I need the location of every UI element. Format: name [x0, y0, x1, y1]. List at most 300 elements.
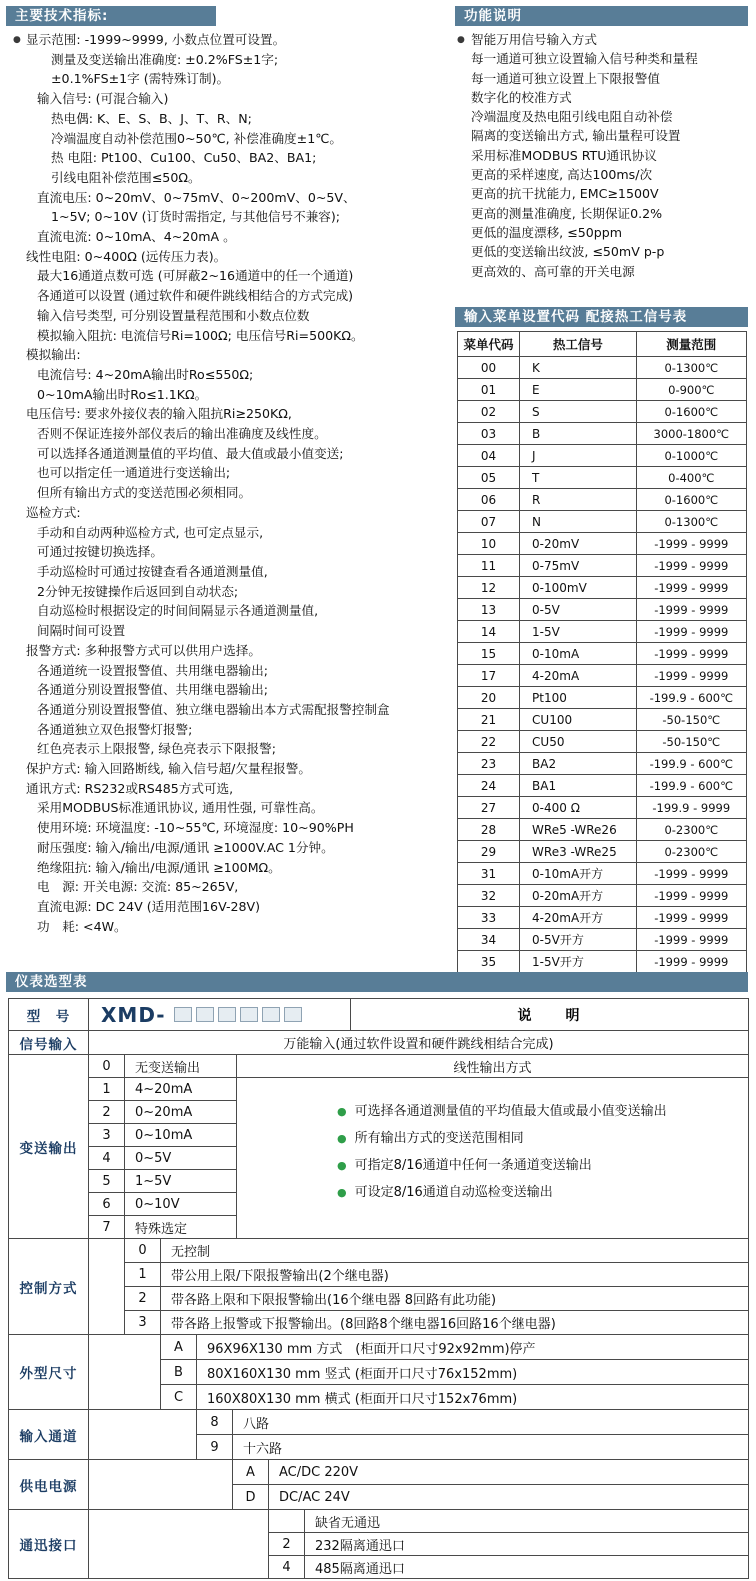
spec-line: [6, 266, 452, 286]
spec-line: [6, 858, 452, 878]
spec-text: 手动巡检时可通过按键查看各通道测量值,: [37, 563, 268, 579]
signal-code: 11: [458, 555, 520, 577]
transmit-row: [89, 1170, 237, 1193]
signal-code: 35: [458, 951, 520, 973]
spec-line: [6, 621, 452, 641]
spec-line: [6, 326, 452, 346]
power-section: [9, 1460, 749, 1510]
signal-name: 0-10mA开方: [520, 863, 637, 885]
signal-name: T: [520, 467, 637, 489]
spec-text: 红色亮表示上限报警, 绿色亮表示下限报警;: [37, 741, 276, 757]
spec-text: 报警方式: 多种报警方式可以供用户选择。: [26, 642, 261, 658]
signal-range: -1999 - 9999: [636, 863, 746, 885]
feature-line: [455, 204, 755, 223]
signal-code: 06: [458, 489, 520, 511]
feature-text: 隔离的变送输出方式, 输出量程可设置: [471, 128, 681, 144]
signal-range: 0-1300℃: [636, 511, 746, 533]
spec-line: [6, 483, 452, 503]
signal-name: 1-5V: [520, 621, 637, 643]
signal-row: [458, 467, 747, 489]
transmit-code: 6: [89, 1193, 125, 1216]
transmit-lower: [89, 1078, 749, 1239]
signal-row: [458, 445, 747, 467]
signal-range: 0-2300℃: [636, 819, 746, 841]
signal-row: [458, 753, 747, 775]
power-code: A: [233, 1460, 269, 1485]
signal-code: 07: [458, 511, 520, 533]
control-code: 3: [125, 1311, 161, 1335]
model-code-box: [174, 1007, 192, 1022]
spec-line: [6, 168, 452, 188]
spec-line: [6, 345, 452, 365]
signal-range: -1999 - 9999: [636, 621, 746, 643]
spec-text: 通讯方式: RS232或RS485方式可选,: [26, 780, 234, 796]
transmit-code: 3: [89, 1124, 125, 1147]
signal-range: 0-1000℃: [636, 445, 746, 467]
spec-line: [6, 798, 452, 818]
signal-range: -1999 - 9999: [636, 577, 746, 599]
spec-line: [6, 818, 452, 838]
feature-line: [455, 262, 755, 281]
signal-code: 14: [458, 621, 520, 643]
signal-row: [458, 731, 747, 753]
signal-code: 32: [458, 885, 520, 907]
size-code: A: [161, 1335, 197, 1360]
spec-text: 2分钟无按键操作后返回到自动状态;: [37, 583, 239, 599]
spec-line: [6, 89, 452, 109]
spec-text: 保护方式: 输入回路断线, 输入信号超/欠量程报警。: [26, 761, 311, 777]
control-desc: 带各路上报警或下报警输出。(8回路8个继电器16回路16个继电器): [161, 1311, 749, 1335]
spec-text: 各通道独立双色报警灯报警;: [37, 721, 193, 737]
spec-text: 模拟输入阻抗: 电流信号Ri=100Ω; 电压信号Ri=500KΩ。: [37, 327, 364, 343]
transmit-note-line: [337, 1125, 748, 1152]
signal-name: R: [520, 489, 637, 511]
transmit-note-line: [337, 1152, 748, 1179]
channels-row: [197, 1410, 749, 1435]
signal-range: 0-1600℃: [636, 401, 746, 423]
transmit-label: 变送输出: [9, 1055, 89, 1239]
control-desc: 无控制: [161, 1239, 749, 1263]
transmit-code: 5: [89, 1170, 125, 1193]
signal-name: B: [520, 423, 637, 445]
signal-name: 4-20mA: [520, 665, 637, 687]
spec-text: 各通道分别设置报警值、共用继电器输出;: [37, 682, 268, 698]
spec-line: [6, 188, 452, 208]
power-code: D: [233, 1485, 269, 1510]
signal-table-header: 输入菜单设置代码 配接热工信号表: [455, 307, 748, 327]
spec-line: [6, 227, 452, 247]
signal-row: [458, 687, 747, 709]
spec-line: [6, 444, 452, 464]
description-header: 说 明: [351, 999, 749, 1031]
signal-code: 17: [458, 665, 520, 687]
signal-range: -199.9 - 600℃: [636, 687, 746, 709]
channels-spacer: [89, 1410, 197, 1460]
spec-text: 线性电阻: 0~400Ω (远传压力表)。: [26, 248, 227, 264]
spec-line: [6, 286, 452, 306]
size-row: [161, 1360, 749, 1385]
signal-input-value: 万能输入(通过软件设置和硬件跳线相结合完成): [89, 1031, 749, 1055]
note-text: 所有输出方式的变送范围相同: [354, 1131, 524, 1146]
signal-name: Pt100: [520, 687, 637, 709]
signal-name: 0-20mA开方: [520, 885, 637, 907]
control-section: [9, 1239, 749, 1335]
signal-code: 28: [458, 819, 520, 841]
spec-text: 耐压强度: 输入/输出/电源/通讯 ≥1000V.AC 1分钟。: [37, 839, 334, 855]
transmit-section: [9, 1055, 749, 1239]
size-desc: 80X160X130 mm 竖式 (柜面开口尺寸76x152mm): [197, 1360, 749, 1385]
spec-line: [6, 424, 452, 444]
signal-range: -1999 - 9999: [636, 555, 746, 577]
signal-name: 0-10mA: [520, 643, 637, 665]
feature-text: 更高的抗干扰能力, EMC≥1500V: [471, 186, 659, 202]
channels-code: 8: [197, 1410, 233, 1435]
model-row: [9, 999, 749, 1031]
comm-rows: [269, 1510, 749, 1579]
channels-rows: [197, 1410, 749, 1460]
transmit-value: 4~20mA: [125, 1078, 237, 1101]
selection-table: [8, 998, 749, 1579]
feature-line: [455, 223, 755, 242]
signal-range: -50-150℃: [636, 709, 746, 731]
spec-text: ±0.1%FS±1字 (需特殊订制)。: [51, 71, 230, 87]
signal-range: -1999 - 9999: [636, 907, 746, 929]
signal-range: -1999 - 9999: [636, 533, 746, 555]
signal-column-header: 热工信号: [520, 332, 637, 357]
signal-code: 15: [458, 643, 520, 665]
signal-table-container: [457, 331, 747, 973]
transmit-code: 4: [89, 1147, 125, 1170]
spec-line: [6, 759, 452, 779]
transmit-value: 0~5V: [125, 1147, 237, 1170]
signal-row: [458, 775, 747, 797]
signal-row: [458, 797, 747, 819]
features-header: 功能说明: [455, 6, 748, 26]
channels-desc: 十六路: [233, 1435, 749, 1460]
signal-name: CU50: [520, 731, 637, 753]
signal-code: 31: [458, 863, 520, 885]
feature-line: [455, 165, 755, 184]
transmit-row: [89, 1193, 237, 1216]
spec-text: 冷端温度自动补偿范围0~50℃, 补偿准确度±1℃。: [51, 130, 342, 146]
note-text: 可指定8/16通道中任何一条通道变送输出: [354, 1158, 592, 1173]
transmit-row: [89, 1078, 237, 1101]
spec-line: [6, 877, 452, 897]
spec-line: [6, 129, 452, 149]
signal-range: -1999 - 9999: [636, 929, 746, 951]
features-list: [455, 30, 755, 281]
spec-text: 巡检方式:: [26, 504, 81, 520]
feature-line: [455, 146, 755, 165]
comm-row: [269, 1533, 749, 1556]
signal-code: 01: [458, 379, 520, 401]
signal-name: 0-5V: [520, 599, 637, 621]
signal-range: -199.9 - 600℃: [636, 775, 746, 797]
signal-name: 0-20mV: [520, 533, 637, 555]
comm-spacer: [89, 1510, 269, 1579]
signal-code: 24: [458, 775, 520, 797]
transmit-code: 2: [89, 1101, 125, 1124]
comm-desc: 缺省无通迅: [305, 1510, 749, 1533]
feature-line: [455, 126, 755, 145]
feature-line: [455, 107, 755, 126]
feature-line: [455, 184, 755, 203]
control-row: [125, 1239, 749, 1263]
spec-text: 直流电压: 0~20mV、0~75mV、0~200mV、0~5V、: [37, 189, 356, 205]
control-row: [125, 1263, 749, 1287]
transmit-codes-column: [89, 1078, 237, 1239]
transmit-value: 0~10mA: [125, 1124, 237, 1147]
signal-name: N: [520, 511, 637, 533]
signal-code: 23: [458, 753, 520, 775]
spec-text: 各通道分别设置报警值、独立继电器输出本方式需配报警控制盒: [37, 701, 390, 717]
comm-code: 2: [269, 1533, 305, 1556]
signal-name: 0-100mV: [520, 577, 637, 599]
transmit-row: [89, 1055, 749, 1078]
spec-text: 电 源: 开关电源: 交流: 85~265V,: [37, 879, 239, 895]
signal-name: 0-400 Ω: [520, 797, 637, 819]
signal-row: [458, 907, 747, 929]
signal-row: [458, 401, 747, 423]
spec-text: 各通道可以设置 (通过软件和硬件跳线相结合的方式完成): [37, 288, 354, 304]
control-code: 1: [125, 1263, 161, 1287]
signal-name: CU100: [520, 709, 637, 731]
spec-text: 热电偶: K、E、S、B、J、T、R、N;: [51, 110, 252, 126]
signal-code: 33: [458, 907, 520, 929]
spec-line: [6, 385, 452, 405]
comm-desc: 232隔离通迅口: [305, 1533, 749, 1556]
control-rows: [125, 1239, 749, 1335]
comm-desc: 485隔离通迅口: [305, 1556, 749, 1579]
feature-line: [455, 69, 755, 88]
control-desc: 带公用上限/下限报警输出(2个继电器): [161, 1263, 749, 1287]
model-cell: [89, 999, 351, 1031]
transmit-code: 7: [89, 1216, 125, 1239]
signal-input-row: [9, 1031, 749, 1055]
feature-line: [455, 88, 755, 107]
transmit-value: 0~20mA: [125, 1101, 237, 1124]
spec-text: 引线电阻补偿范围≤50Ω。: [51, 169, 201, 185]
signal-row: [458, 929, 747, 951]
spec-line: [6, 542, 452, 562]
signal-row: [458, 577, 747, 599]
transmit-code: 1: [89, 1078, 125, 1101]
signal-range: -199.9 - 9999: [636, 797, 746, 819]
power-spacer: [89, 1460, 233, 1510]
spec-text: 各通道统一设置报警值、共用继电器输出;: [37, 662, 268, 678]
signal-column-header: 菜单代码: [458, 332, 520, 357]
comm-code: 4: [269, 1556, 305, 1579]
feature-text: 数字化的校准方式: [471, 89, 572, 105]
control-spacer: [89, 1239, 125, 1335]
signal-range: 3000-1800℃: [636, 423, 746, 445]
spec-text: 输入信号类型, 可分别设置量程范围和小数点位数: [37, 307, 310, 323]
model-code-box: [284, 1007, 302, 1022]
signal-row: [458, 599, 747, 621]
signal-range: -1999 - 9999: [636, 643, 746, 665]
signal-code: 03: [458, 423, 520, 445]
spec-line: [6, 562, 452, 582]
power-label: 供电电源: [9, 1460, 89, 1510]
bullet-icon: ●: [13, 35, 21, 45]
control-row: [125, 1311, 749, 1335]
control-code: 0: [125, 1239, 161, 1263]
spec-text: 也可以指定任一通道进行变送输出;: [37, 465, 231, 481]
channels-desc: 八路: [233, 1410, 749, 1435]
spec-text: 热 电阻: Pt100、Cu100、Cu50、BA2、BA1;: [51, 150, 317, 166]
signal-row: [458, 423, 747, 445]
signal-name: BA1: [520, 775, 637, 797]
signal-column-header: 测量范围: [636, 332, 746, 357]
size-spacer: [89, 1335, 161, 1410]
signal-range: 0-2300℃: [636, 841, 746, 863]
spec-text: 手动和自动两种巡检方式, 也可定点显示,: [37, 524, 264, 540]
bullet-icon: ●: [337, 1186, 347, 1199]
tech-specs-header: 主要技术指标:: [6, 6, 216, 26]
spec-line: [6, 720, 452, 740]
transmit-row: [89, 1124, 237, 1147]
comm-section: [9, 1510, 749, 1579]
signal-code: 05: [458, 467, 520, 489]
spec-text: 使用环境: 环境温度: -10~55℃, 环境湿度: 10~90%PH: [37, 820, 354, 836]
signal-row: [458, 511, 747, 533]
power-row: [233, 1460, 749, 1485]
channels-row: [197, 1435, 749, 1460]
spec-line: [6, 365, 452, 385]
transmit-row: [89, 1101, 237, 1124]
spec-text: 最大16通道点数可选 (可屏蔽2~16通道中的任一个通道): [37, 268, 354, 284]
feature-text: 更高的测量准确度, 长期保证0.2%: [471, 205, 663, 221]
feature-text: 智能万用信号输入方式: [471, 32, 597, 47]
spec-line: [6, 503, 452, 523]
spec-text: 间隔时间可设置: [37, 623, 126, 639]
feature-text: 更低的温度漂移, ≤50ppm: [471, 224, 622, 240]
signal-name: 0-75mV: [520, 555, 637, 577]
spec-line: [6, 247, 452, 267]
signal-input-label: 信号输入: [9, 1031, 89, 1055]
signal-row: [458, 841, 747, 863]
spec-text: 电流信号: 4~20mA输出时Ro≤550Ω;: [37, 366, 254, 382]
signal-row: [458, 489, 747, 511]
comm-row: [269, 1556, 749, 1579]
model-label: 型 号: [9, 999, 89, 1031]
size-row: [161, 1385, 749, 1410]
size-label: 外型尺寸: [9, 1335, 89, 1410]
signal-row: [458, 951, 747, 973]
spec-text: 模拟输出:: [26, 347, 81, 363]
signal-row: [458, 643, 747, 665]
spec-line: [6, 306, 452, 326]
signal-range: 0-1300℃: [636, 357, 746, 379]
size-section: [9, 1335, 749, 1410]
feature-line: [455, 242, 755, 261]
signal-name: 1-5V开方: [520, 951, 637, 973]
channels-label: 输入通道: [9, 1410, 89, 1460]
comm-code: [269, 1510, 305, 1533]
channels-code: 9: [197, 1435, 233, 1460]
spec-text: 但所有输出方式的变送范围必须相同。: [37, 485, 252, 501]
spec-text: 电压信号: 要求外接仪表的输入阻抗Ri≥250KΩ,: [26, 406, 292, 422]
power-row: [233, 1485, 749, 1510]
feature-text: 采用标准MODBUS RTU通讯协议: [471, 147, 657, 163]
signal-code: 12: [458, 577, 520, 599]
power-rows: [233, 1460, 749, 1510]
size-rows: [161, 1335, 749, 1410]
spec-text: 功 耗: <4W。: [37, 918, 127, 934]
control-code: 2: [125, 1287, 161, 1311]
spec-text: 否则不保证连接外部仪表后的输出准确度及线性度。: [37, 426, 327, 442]
signal-code: 21: [458, 709, 520, 731]
transmit-right: [89, 1055, 749, 1239]
control-desc: 带各路上限和下限报警输出(16个继电器 8回路有此功能): [161, 1287, 749, 1311]
signal-range: -1999 - 9999: [636, 951, 746, 973]
transmit-code: 0: [89, 1055, 125, 1078]
transmit-value: 0~10V: [125, 1193, 237, 1216]
power-desc: DC/AC 24V: [269, 1485, 749, 1510]
bullet-icon: ●: [337, 1159, 347, 1172]
spec-text: 0~10mA输出时Ro≤1.1KΩ。: [37, 386, 208, 402]
spec-text: 1~5V; 0~10V (订货时需指定, 与其他信号不兼容);: [51, 209, 341, 225]
signal-name: E: [520, 379, 637, 401]
spec-line: [6, 739, 452, 759]
spec-line: [6, 917, 452, 937]
signal-name: J: [520, 445, 637, 467]
spec-line: [6, 30, 452, 50]
transmit-row: [89, 1216, 237, 1239]
spec-line: [6, 463, 452, 483]
transmit-row: [89, 1147, 237, 1170]
signal-range: -1999 - 9999: [636, 665, 746, 687]
model-code-box: [262, 1007, 280, 1022]
note-text: 可选择各通道测量值的平均值最大值或最小值变送输出: [354, 1104, 667, 1119]
signal-row: [458, 819, 747, 841]
signal-name: 0-5V开方: [520, 929, 637, 951]
tech-specs-list: [6, 30, 452, 936]
spec-text: 直流电源: DC 24V (适用范围16V-28V): [37, 898, 261, 914]
size-row: [161, 1335, 749, 1360]
size-code: B: [161, 1360, 197, 1385]
signal-code: 34: [458, 929, 520, 951]
signal-name: K: [520, 357, 637, 379]
spec-line: [6, 680, 452, 700]
feature-text: 更低的变送输出纹波, ≤50mV p-p: [471, 244, 665, 260]
feature-text: 每一通道可独立设置输入信号种类和量程: [471, 51, 698, 67]
power-desc: AC/DC 220V: [269, 1460, 749, 1485]
signal-code: 00: [458, 357, 520, 379]
signal-code-table: [457, 331, 747, 973]
signal-code: 13: [458, 599, 520, 621]
spec-text: 自动巡检时根据设定的时间间隔显示各通道测量值,: [37, 603, 319, 619]
spec-line: [6, 700, 452, 720]
spec-text: 可通过按键切换选择。: [37, 544, 163, 560]
size-desc: 96X96X130 mm 方式 (柜面开口尺寸92x92mm)停产: [197, 1335, 749, 1360]
bullet-icon: ●: [337, 1105, 347, 1118]
transmit-value: 1~5V: [125, 1170, 237, 1193]
signal-row: [458, 863, 747, 885]
spec-text: 显示范围: -1999~9999, 小数点位置可设置。: [26, 32, 286, 47]
spec-line: [6, 661, 452, 681]
spec-line: [6, 50, 452, 70]
control-label: 控制方式: [9, 1239, 89, 1335]
spec-line: [6, 404, 452, 424]
signal-name: S: [520, 401, 637, 423]
spec-text: 绝缘阻抗: 输入/输出/电源/通讯 ≥100MΩ。: [37, 859, 281, 875]
signal-name: WRe5 -WRe26: [520, 819, 637, 841]
spec-line: [6, 582, 452, 602]
model-code-box: [240, 1007, 258, 1022]
transmit-note-line: [337, 1098, 748, 1125]
size-code: C: [161, 1385, 197, 1410]
